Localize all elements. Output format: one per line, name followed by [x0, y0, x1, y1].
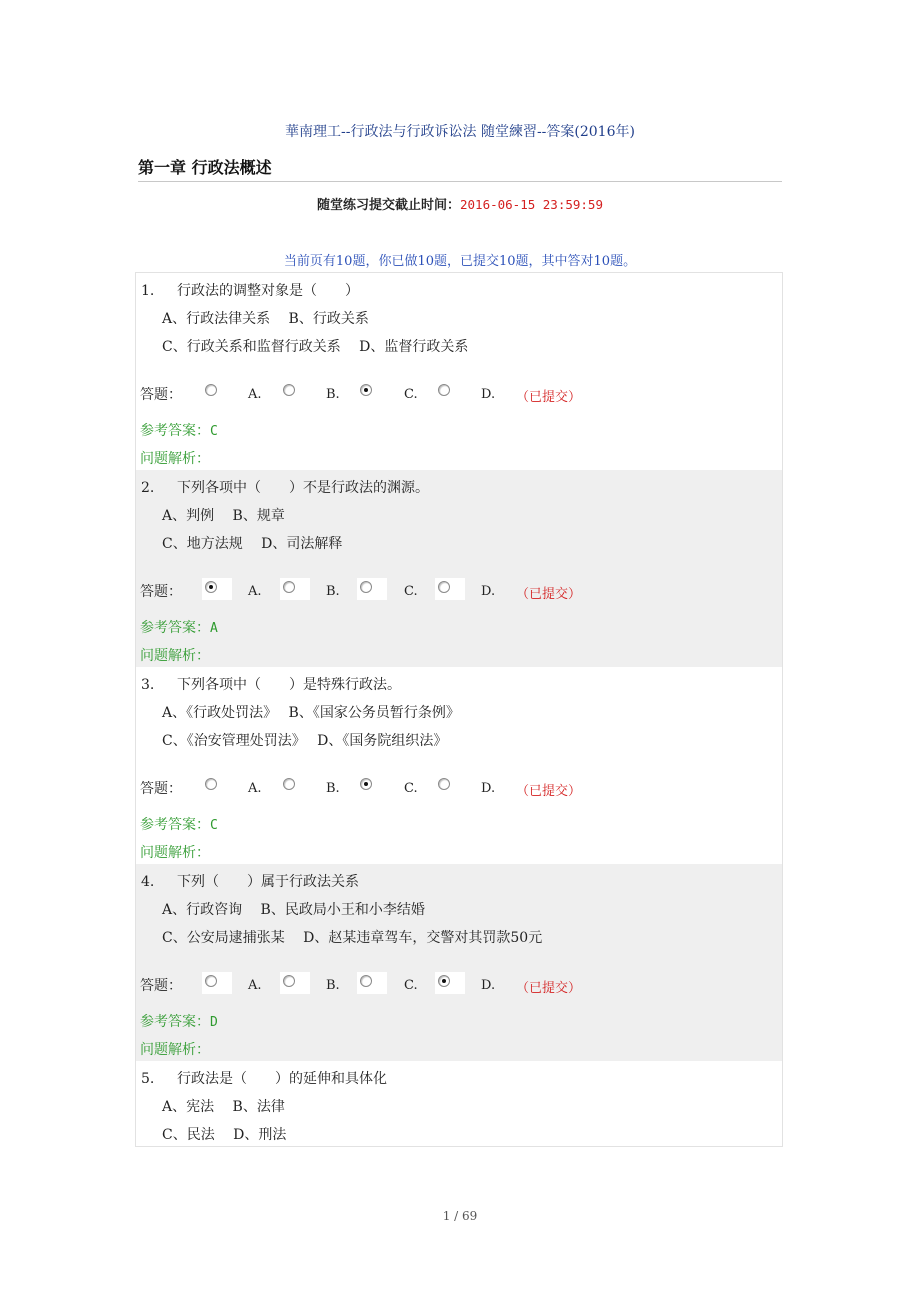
reference-value: A [210, 621, 218, 636]
chapter-title: 第一章 行政法概述 [138, 155, 782, 182]
option-label-a: A. [248, 387, 262, 402]
reference-value: C [210, 424, 218, 439]
radio-button-icon[interactable] [283, 384, 295, 396]
option-line: A、《行政处罚法》 B、《国家公务员暂行条例》 [162, 705, 460, 721]
radio-option-b[interactable] [280, 578, 310, 600]
radio-button-icon[interactable] [205, 581, 217, 593]
question-number: 4. [141, 874, 155, 890]
reference-label: 参考答案： [140, 817, 210, 833]
option-label-d: D. [481, 781, 496, 796]
radio-button-icon[interactable] [205, 778, 217, 790]
question-number: 1. [141, 283, 155, 299]
question-stem: 下列各项中（ ）不是行政法的渊源。 [177, 480, 429, 496]
progress-summary: 当前页有10题，你已做10题，已提交10题，其中答对10题。 [283, 254, 637, 269]
radio-button-icon[interactable] [438, 778, 450, 790]
radio-button-icon[interactable] [205, 975, 217, 987]
document-title: 華南理工--行政法与行政诉讼法 随堂練習--答案(2016年) [285, 124, 635, 140]
question-stem: 行政法是（ ）的延伸和具体化 [177, 1071, 387, 1087]
option-line: A、判例 B、规章 [162, 508, 285, 524]
option-label-b: B. [326, 584, 340, 599]
option-line: A、行政法律关系 B、行政关系 [162, 311, 369, 327]
reference-label: 参考答案： [140, 423, 210, 439]
deadline-value: 2016-06-15 23:59:59 [460, 197, 603, 212]
option-line: C、《治安管理处罚法》 D、《国务院组织法》 [162, 733, 448, 749]
radio-option-a[interactable] [202, 972, 232, 994]
option-line: C、行政关系和监督行政关系 D、监督行政关系 [162, 339, 469, 355]
submitted-status: （已提交） [516, 784, 582, 799]
reference-answer [140, 420, 218, 440]
question-analysis: 问题解析： [140, 451, 210, 467]
radio-button-icon[interactable] [438, 384, 450, 396]
submitted-status: （已提交） [516, 587, 582, 602]
question-analysis: 问题解析： [140, 648, 210, 664]
answer-row [140, 972, 780, 996]
option-line: C、公安局逮捕张某 D、赵某违章驾车，交警对其罚款50元 [162, 930, 543, 946]
submitted-status: （已提交） [516, 981, 582, 996]
radio-button-icon[interactable] [438, 975, 450, 987]
question-text [141, 477, 429, 497]
radio-button-icon[interactable] [205, 384, 217, 396]
option-label-d: D. [481, 387, 496, 402]
option-line: C、民法 D、刑法 [162, 1127, 287, 1143]
option-label-d: D. [481, 584, 496, 599]
answer-label: 答题： [140, 781, 182, 797]
reference-value: C [210, 818, 218, 833]
question-block [136, 667, 782, 864]
answer-label: 答题： [140, 978, 182, 994]
question-text [141, 871, 359, 891]
question-stem: 下列各项中（ ）是特殊行政法。 [177, 677, 401, 693]
radio-option-c[interactable] [357, 381, 387, 403]
submitted-status: （已提交） [516, 390, 582, 405]
radio-option-c[interactable] [357, 972, 387, 994]
answer-label: 答题： [140, 584, 182, 600]
radio-option-d[interactable] [435, 972, 465, 994]
answer-label: 答题： [140, 387, 182, 403]
option-label-b: B. [326, 978, 340, 993]
deadline [0, 194, 920, 213]
deadline-label: 随堂练习提交截止时间： [316, 198, 460, 213]
reference-answer [140, 814, 218, 834]
radio-button-icon[interactable] [283, 581, 295, 593]
question-block [136, 1061, 782, 1147]
page-number: 1 / 69 [442, 1209, 478, 1223]
question-text [141, 280, 359, 300]
question-number: 5. [141, 1071, 155, 1087]
question-number: 2. [141, 480, 155, 496]
question-stem: 行政法的调整对象是（ ） [177, 283, 359, 299]
radio-button-icon[interactable] [360, 778, 372, 790]
reference-label: 参考答案： [140, 1014, 210, 1030]
radio-option-c[interactable] [357, 775, 387, 797]
option-label-a: A. [248, 781, 262, 796]
option-label-a: A. [248, 978, 262, 993]
radio-option-d[interactable] [435, 578, 465, 600]
option-label-c: C. [404, 978, 418, 993]
question-number: 3. [141, 677, 155, 693]
option-label-a: A. [248, 584, 262, 599]
option-label-b: B. [326, 387, 340, 402]
radio-option-b[interactable] [280, 972, 310, 994]
answer-row [140, 775, 780, 799]
radio-option-a[interactable] [202, 381, 232, 403]
reference-value: D [210, 1015, 218, 1030]
question-stem: 下列（ ）属于行政法关系 [177, 874, 359, 890]
reference-answer [140, 617, 218, 637]
option-label-b: B. [326, 781, 340, 796]
radio-button-icon[interactable] [360, 975, 372, 987]
question-list [135, 272, 783, 1147]
option-line: A、行政咨询 B、民政局小王和小李结婚 [162, 902, 425, 918]
reference-label: 参考答案： [140, 620, 210, 636]
answer-row [140, 381, 780, 405]
option-label-d: D. [481, 978, 496, 993]
question-analysis: 问题解析： [140, 1042, 210, 1058]
option-label-c: C. [404, 584, 418, 599]
question-block [136, 273, 782, 470]
question-block [136, 864, 782, 1061]
radio-button-icon[interactable] [283, 975, 295, 987]
radio-option-a[interactable] [202, 775, 232, 797]
radio-button-icon[interactable] [283, 778, 295, 790]
radio-option-d[interactable] [435, 381, 465, 403]
radio-option-c[interactable] [357, 578, 387, 600]
option-line: A、宪法 B、法律 [162, 1099, 285, 1115]
question-text [141, 674, 401, 694]
reference-answer [140, 1011, 218, 1031]
option-label-c: C. [404, 387, 418, 402]
option-label-c: C. [404, 781, 418, 796]
radio-option-b[interactable] [280, 381, 310, 403]
question-text [141, 1068, 387, 1088]
question-analysis: 问题解析： [140, 845, 210, 861]
option-line: C、地方法规 D、司法解释 [162, 536, 343, 552]
radio-option-a[interactable] [202, 578, 232, 600]
radio-option-b[interactable] [280, 775, 310, 797]
radio-button-icon[interactable] [360, 384, 372, 396]
radio-button-icon[interactable] [360, 581, 372, 593]
radio-button-icon[interactable] [438, 581, 450, 593]
radio-option-d[interactable] [435, 775, 465, 797]
question-block [136, 470, 782, 667]
answer-row [140, 578, 780, 602]
